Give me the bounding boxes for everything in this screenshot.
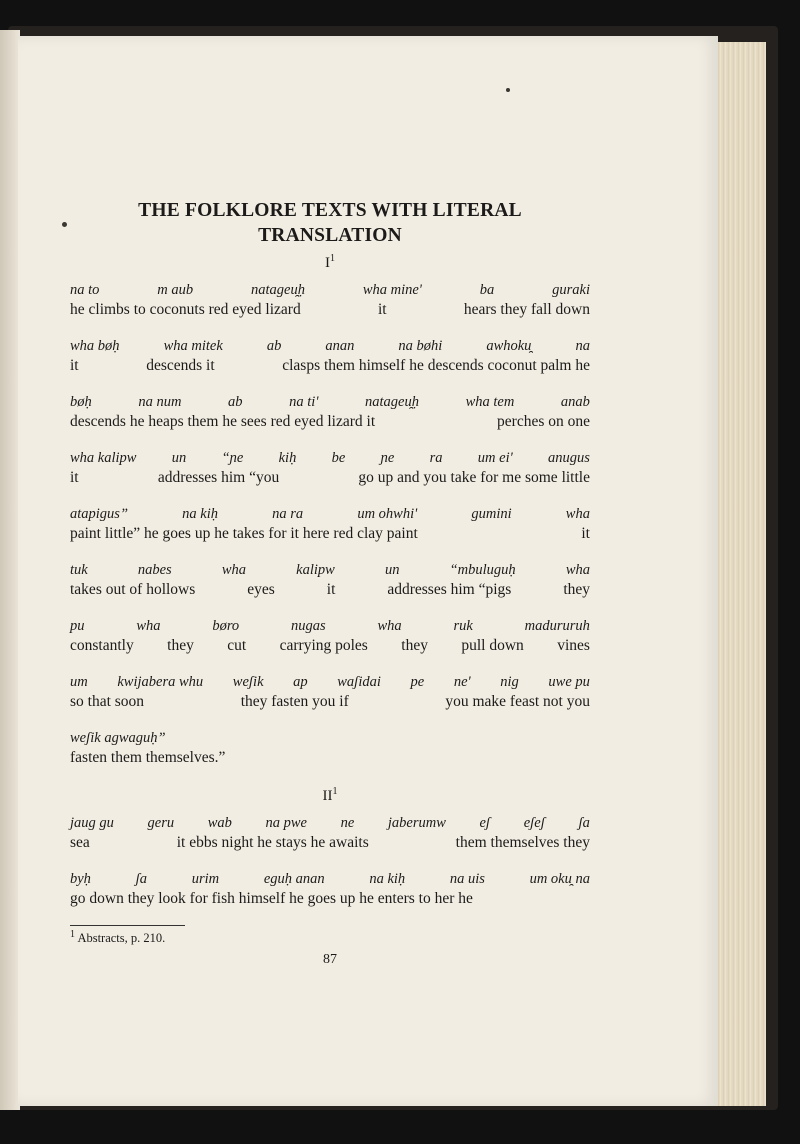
native-word: nabes	[137, 562, 172, 578]
facing-page-edge	[0, 30, 20, 1110]
native-word: um	[70, 674, 88, 690]
footnote-marker: 1	[332, 786, 338, 797]
native-word: anugus	[548, 450, 590, 466]
native-word: na kiḥ	[369, 871, 406, 887]
translation-word: you make feast not you	[445, 693, 590, 710]
gloss-pair	[70, 728, 590, 768]
translation-word: them themselves they	[455, 834, 590, 851]
page-content	[70, 198, 590, 968]
native-line	[70, 672, 590, 692]
native-word: wha tem	[465, 394, 515, 410]
translation-line	[70, 692, 590, 712]
native-word: nig	[500, 674, 519, 690]
section-1-glosses	[70, 280, 590, 768]
native-word: gumini	[471, 506, 512, 522]
native-word: jaberumw	[387, 815, 446, 831]
translation-word: descends he heaps them he sees red eyed lizard it	[70, 413, 376, 430]
native-word: ruk	[453, 618, 473, 634]
translation-word: vines	[557, 637, 590, 654]
native-word: kwijabera whu	[117, 674, 204, 690]
native-word: wab	[207, 815, 232, 831]
translation-word: they	[401, 637, 428, 654]
native-word: madururuh	[524, 618, 590, 634]
footnote-marker: 1	[70, 928, 75, 940]
translation-word: hears they fall down	[463, 301, 590, 318]
section-heading-1	[70, 255, 590, 272]
native-line	[70, 813, 590, 833]
native-word: na	[575, 338, 590, 354]
title-line-1: THE FOLKLORE TEXTS WITH LITERAL	[138, 200, 522, 221]
native-word: na ra	[272, 506, 304, 522]
native-word: natageu̯ḥ	[365, 394, 419, 410]
native-line	[70, 560, 590, 580]
native-word: nugas	[291, 618, 326, 634]
native-word: wha	[377, 618, 402, 634]
translation-word: sea	[70, 834, 90, 851]
native-word: wha bøḥ	[70, 338, 120, 354]
translation-word: descends it	[146, 357, 215, 374]
native-line	[70, 392, 590, 412]
native-word: na pwe	[265, 815, 307, 831]
native-word: ap	[293, 674, 308, 690]
gloss-pair	[70, 616, 590, 656]
gloss-pair	[70, 392, 590, 432]
section-numeral: II	[322, 788, 333, 804]
gloss-pair	[70, 560, 590, 600]
section-2-glosses	[70, 813, 590, 909]
page-stack-edge	[712, 42, 766, 1106]
gloss-pair	[70, 869, 590, 909]
native-line	[70, 616, 590, 636]
native-word: weʃik agwaguḥ”	[70, 730, 166, 746]
gloss-pair	[70, 280, 590, 320]
native-word: kiḥ	[278, 450, 297, 466]
translation-word: it	[377, 301, 387, 318]
translation-word: takes out of hollows	[70, 581, 196, 598]
native-word: geru	[147, 815, 175, 831]
native-word: “mbuluguḥ	[449, 562, 516, 578]
translation-line	[70, 580, 590, 600]
translation-word: clasps them himself he descends coconut palm he	[282, 357, 590, 374]
native-word: anan	[325, 338, 355, 354]
native-word: na kiḥ	[182, 506, 218, 522]
native-word: waʃidai	[337, 674, 381, 690]
native-word: na bøhi	[398, 338, 443, 354]
translation-word: it	[581, 525, 590, 542]
native-word: ra	[429, 450, 443, 466]
native-word: wha	[565, 562, 590, 578]
translation-line	[70, 748, 590, 768]
paper-speck	[506, 88, 510, 92]
native-word: awhoku̯	[486, 338, 532, 354]
gloss-pair	[70, 336, 590, 376]
footnote-text: Abstracts, p. 210.	[77, 931, 166, 945]
native-line	[70, 728, 590, 748]
native-word: ɲe	[380, 450, 395, 466]
native-word: wha mitek	[163, 338, 223, 354]
native-line	[70, 448, 590, 468]
translation-line	[70, 412, 590, 432]
native-line	[70, 280, 590, 300]
native-line	[70, 336, 590, 356]
native-word: bøḥ	[70, 394, 92, 410]
translation-line	[70, 300, 590, 320]
page-title	[70, 198, 590, 248]
native-word: ʃa	[578, 815, 590, 831]
gloss-pair	[70, 448, 590, 488]
translation-word: cut	[227, 637, 247, 654]
native-word: anab	[560, 394, 590, 410]
native-word: atapigus”	[70, 506, 129, 522]
native-word: ʃa	[135, 871, 148, 887]
native-word: ab	[228, 394, 243, 410]
page-number: 87	[323, 952, 337, 967]
gloss-pair	[70, 813, 590, 853]
translation-line	[70, 889, 590, 909]
native-word: pu	[70, 618, 85, 634]
native-word: um ohwhi'	[357, 506, 418, 522]
native-word: um oku̯ na	[529, 871, 590, 887]
native-word: ba	[479, 282, 495, 298]
paper-speck	[62, 222, 67, 227]
translation-word: addresses him “pigs	[387, 581, 512, 598]
translation-word: addresses him “you	[157, 469, 280, 486]
translation-word: go down they look for fish himself he goes up he enters to her he	[70, 890, 473, 907]
native-word: jaug gu	[70, 815, 114, 831]
section-numeral: I	[325, 255, 330, 271]
native-word: m aub	[157, 282, 194, 298]
native-word: wha	[136, 618, 161, 634]
gloss-pair	[70, 504, 590, 544]
native-line	[70, 504, 590, 524]
native-word: na ti'	[289, 394, 319, 410]
translation-word: they	[167, 637, 194, 654]
native-word: na to	[70, 282, 100, 298]
translation-word: pull down	[461, 637, 524, 654]
native-word: guraki	[552, 282, 590, 298]
section-heading-2	[70, 788, 590, 805]
native-word: pe	[410, 674, 425, 690]
translation-word: it	[70, 469, 79, 486]
native-word: be	[331, 450, 346, 466]
translation-word: constantly	[70, 637, 134, 654]
native-word: natageu̯ḥ	[250, 282, 305, 298]
translation-word: so that soon	[70, 693, 145, 710]
native-word: børo	[212, 618, 240, 634]
translation-word: go up and you take for me some little	[358, 469, 590, 486]
native-word: urim	[191, 871, 220, 887]
native-word: tuk	[70, 562, 88, 578]
native-word: eʃeʃ	[523, 815, 545, 831]
translation-line	[70, 833, 590, 853]
native-word: “ɲe	[221, 450, 244, 466]
native-word: ne	[340, 815, 355, 831]
translation-word: paint little” he goes up he takes for it here red clay paint	[70, 525, 418, 542]
native-word: um ei'	[477, 450, 513, 466]
native-word: kalipw	[296, 562, 335, 578]
footnote-marker: 1	[330, 253, 335, 264]
native-word: na uis	[449, 871, 485, 887]
native-word: wha mine'	[362, 282, 422, 298]
native-word: wha	[221, 562, 247, 578]
native-word: weʃik	[232, 674, 264, 690]
footnote	[70, 928, 590, 946]
native-word: uwe pu	[548, 674, 590, 690]
translation-word: they fasten you if	[240, 693, 349, 710]
translation-word: it	[70, 357, 79, 374]
native-word: eʃ	[479, 815, 491, 831]
title-line-2: TRANSLATION	[258, 225, 402, 246]
footnote-rule	[70, 925, 185, 926]
native-word: wha	[565, 506, 590, 522]
native-word: na num	[138, 394, 182, 410]
translation-line	[70, 356, 590, 376]
native-word: un	[171, 450, 187, 466]
translation-word: eyes	[247, 581, 275, 598]
native-word: ab	[266, 338, 282, 354]
native-word: un	[384, 562, 400, 578]
translation-word: carrying poles	[279, 637, 368, 654]
gloss-pair	[70, 672, 590, 712]
native-line	[70, 869, 590, 889]
native-word: wha kalipw	[70, 450, 137, 466]
translation-word: they	[563, 581, 590, 598]
translation-word: it ebbs night he stays he awaits	[176, 834, 369, 851]
translation-word: it	[326, 581, 336, 598]
translation-line	[70, 468, 590, 488]
translation-word: fasten them themselves.”	[70, 749, 226, 766]
translation-word: perches on one	[497, 413, 590, 430]
native-word: eguḥ anan	[263, 871, 325, 887]
translation-word: he climbs to coconuts red eyed lizard	[70, 301, 301, 318]
native-word: ne'	[453, 674, 471, 690]
native-word: byḥ	[70, 871, 91, 887]
translation-line	[70, 524, 590, 544]
translation-line	[70, 636, 590, 656]
